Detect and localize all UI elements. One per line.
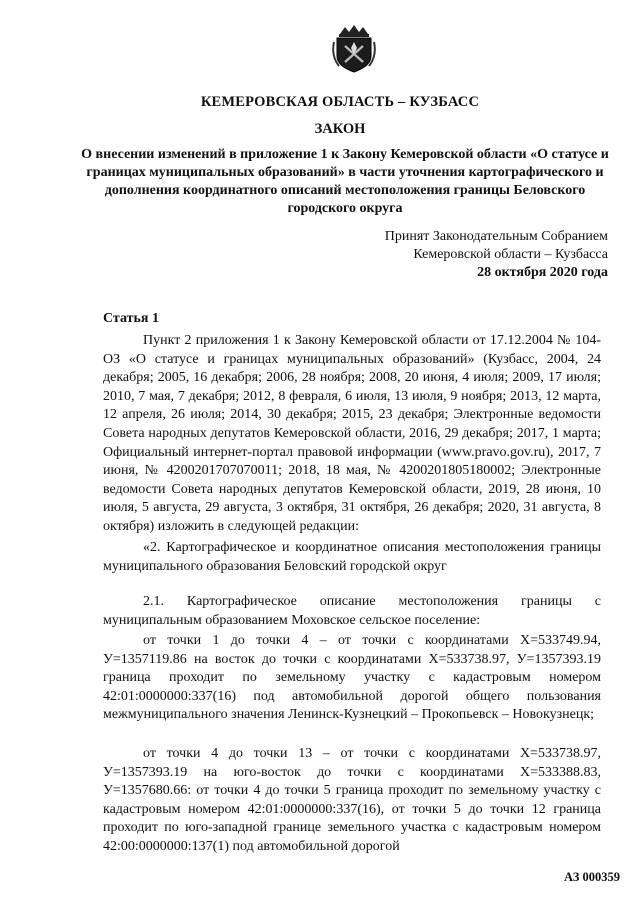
article-paragraph-2: «2. Картографическое и координатное описания местоположения границы муниципального образования Беловский городской округ xyxy=(103,540,601,574)
article-paragraph-1: Пункт 2 приложения 1 к Закону Кемеровской области от 17.12.2004 № 104-ОЗ «О статусе и границах муниципальных образований» (Кузбасс, 2004, 24 декабря; 2005, 16 декабря; 2006, 28 ноября; 2008, 20 июня, 4 июля; 2009, 17 июля; 2010, 7 мая, 7 декабря; 2012, 8 февраля, 6 июля, 13 июля, 9 ноября; 2013, 12 марта, 12 апреля, 26 июля; 2014, 30 декабря; 2015, 23 декабря; Электронные ведомости Совета народных депутатов Кемеровской области, 2016, 29 декабря; 2017, 1 марта; Официальный интернет-портал правовой информации (www.pravo.gov.ru), 2017, 7 июня, № 4200201707070011; 2018, 18 мая, № 4200201805180002; Электронные ведомости Совета народных депутатов Кемеровской области, 2019, 28 июня, 10 июля, 5 августа, 29 августа, 3 октября, 31 октября, 26 декабря; 2020, 31 августа, 8 октября) изложить в следующей редакции: xyxy=(103,333,601,534)
adoption-line-1: Принят Законодательным Собранием xyxy=(384,229,608,244)
law-title: О внесении изменений в приложение 1 к Закону Кемеровской области «О статусе и границах муниципальных образований» в части уточнения картографического и дополнения координатного описаний местоположения границы Беловского городского округа xyxy=(81,147,609,216)
article-paragraph-4: от точки 1 до точки 4 – от точки с координатами Х=533749.94, У=1357119.86 на восток до точки с координатами Х=533738.97, У=1357393.19 граница проходит по земельному участку с кадастровым номером 42:01:0000000:337(16) под автомобильной дорогой общего пользования межмуниципального значения Ленинск-Кузнецкий – Прокопьевск – Новокузнецк; xyxy=(103,633,601,723)
document-stamp: АЗ 000359 xyxy=(564,870,620,884)
adoption-date: 28 октября 2020 года xyxy=(477,265,608,280)
coat-of-arms-icon xyxy=(331,22,377,74)
article-heading: Статья 1 xyxy=(103,311,159,326)
article-paragraph-3: 2.1. Картографическое описание местоположения границы с муниципальным образованием Моховское сельское поселение: xyxy=(103,594,601,628)
document-type: ЗАКОН xyxy=(314,121,366,137)
article-paragraph-5: от точки 4 до точки 13 – от точки с координатами Х=533738.97, У=1357393.19 на юго-восток до точки с координатами Х=533388.83, У=1357680.66: от точки 4 до точки 5 граница проходит по земельному участку с кадастровым номером 42:01:0000000:337(16), от точки 5 до точки 12 граница проходит по юго-западной границе земельного участка с кадастровым номером 42:00:0000000:137(1) под автомобильной дорогой xyxy=(103,746,601,854)
region-name: КЕМЕРОВСКАЯ ОБЛАСТЬ – КУЗБАСС xyxy=(200,94,480,110)
adoption-line-2: Кемеровской области – Кузбасса xyxy=(413,247,608,262)
adoption-block xyxy=(385,228,608,282)
